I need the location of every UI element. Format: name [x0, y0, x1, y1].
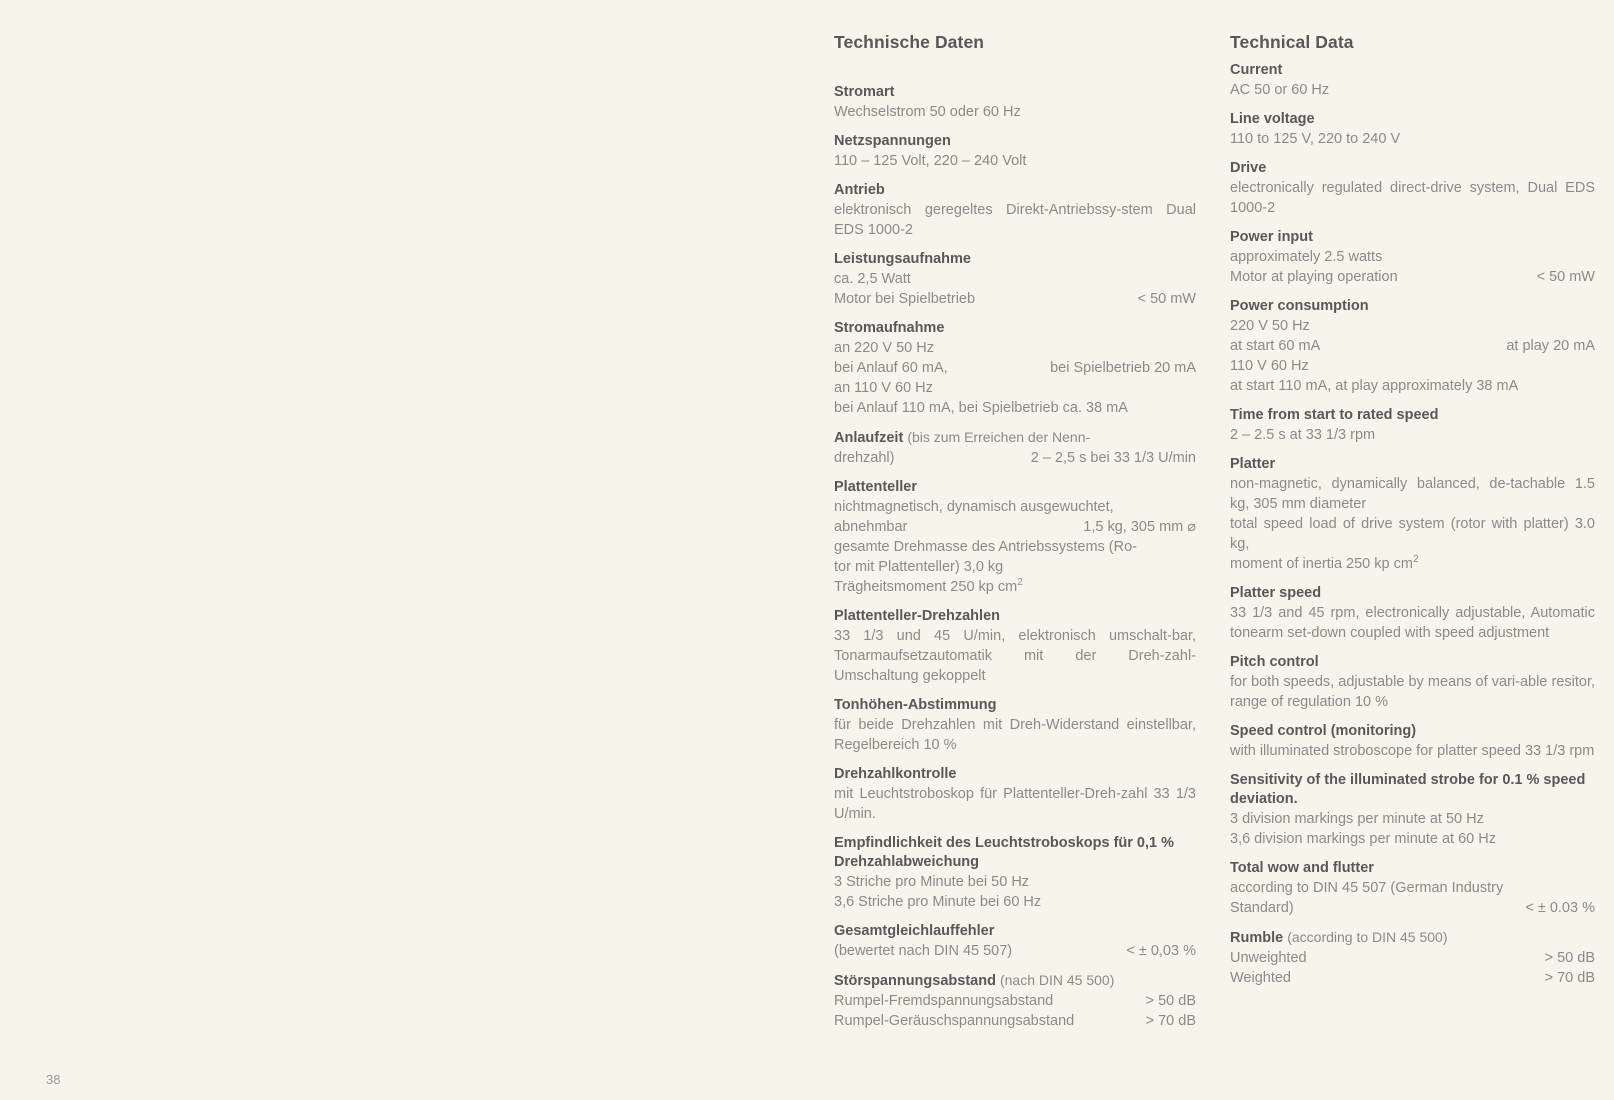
spec-row	[834, 1011, 1196, 1031]
spec-row-value: < 50 mW	[1137, 291, 1196, 307]
spec-value	[1230, 554, 1595, 574]
spec-title: Gesamtgleichlauffehler	[834, 923, 995, 939]
spec-title: Current	[1230, 62, 1283, 78]
spec-current	[1230, 61, 1595, 100]
spec-title: Drive	[1230, 160, 1267, 176]
spec-value: ca. 2,5 Watt	[834, 271, 911, 287]
spec-value: 110 to 125 V, 220 to 240 V	[1230, 131, 1401, 147]
spec-platter-speed	[1230, 584, 1595, 643]
spec-title: Pitch control	[1230, 654, 1319, 670]
spec-row-label: Motor bei Spielbetrieb	[834, 291, 976, 307]
spec-title: Sensitivity of the illuminated strobe for 0.1 % speed deviation.	[1230, 772, 1586, 807]
spec-row-label: abnehmbar	[834, 519, 908, 535]
spec-value: total speed load of drive system (rotor with platter) 3.0 kg,	[1230, 516, 1595, 552]
spec-row	[834, 517, 1196, 537]
spec-title	[834, 428, 1196, 448]
spec-title: Plattenteller-Drehzahlen	[834, 608, 1000, 624]
spec-value: 3 Striche pro Minute bei 50 Hz	[834, 874, 1030, 890]
spec-leistungsaufnahme	[834, 250, 1196, 309]
spec-anlaufzeit	[834, 428, 1196, 468]
spec-row	[1230, 336, 1595, 356]
german-title: Technische Daten	[834, 32, 985, 52]
spec-value: an 110 V 60 Hz	[834, 380, 933, 396]
spec-title: Drehzahlkontrolle	[834, 766, 957, 782]
spec-value: nichtmagnetisch, dynamisch ausgewuchtet,	[834, 499, 1114, 515]
spec-title: Total wow and flutter	[1230, 860, 1374, 876]
spec-title-note: (according to DIN 45 500)	[1287, 929, 1448, 945]
spec-value: mit Leuchtstroboskop für Plattenteller-Dreh-zahl 33 1/3 U/min.	[834, 786, 1196, 822]
spec-value-text: Trägheitsmoment 250 kp cm	[834, 579, 1018, 595]
spec-plattenteller	[834, 478, 1196, 597]
spec-row-value: > 50 dB	[1544, 950, 1595, 966]
spec-row-label: (bewertet nach DIN 45 507)	[834, 943, 1013, 959]
spec-row-value: < ± 0.03 %	[1525, 900, 1595, 916]
spec-value: elektronisch geregeltes Direkt-Antriebssy-stem Dual EDS 1000-2	[834, 202, 1196, 238]
spec-antrieb	[834, 181, 1196, 240]
spec-title-text: Rumble	[1230, 930, 1284, 946]
spec-row	[1230, 898, 1595, 918]
spec-title-note: (nach DIN 45 500)	[999, 972, 1115, 988]
spec-value	[834, 577, 1196, 597]
spec-row-value: > 50 dB	[1145, 993, 1196, 1009]
spec-title: Leistungsaufnahme	[834, 251, 971, 267]
spec-pitch-control	[1230, 653, 1595, 712]
spec-row-value: 2 – 2,5 s bei 33 1/3 U/min	[1030, 450, 1196, 466]
spec-value: with illuminated stroboscope for platter speed 33 1/3 rpm	[1230, 743, 1595, 759]
spec-value: bei Anlauf 110 mA, bei Spielbetrieb ca. 38 mA	[834, 400, 1128, 416]
spec-row-label: drehzahl)	[834, 450, 895, 466]
spec-title: Tonhöhen-Abstimmung	[834, 697, 997, 713]
spec-row	[1230, 948, 1595, 968]
spec-value: 3 division markings per minute at 50 Hz	[1230, 811, 1484, 827]
spec-value: an 220 V 50 Hz	[834, 340, 934, 356]
spec-row-label: Motor at playing operation	[1230, 269, 1398, 285]
spec-value: at start 110 mA, at play approximately 38 mA	[1230, 378, 1519, 394]
spec-row-label: Rumpel-Geräuschspannungsabstand	[834, 1013, 1075, 1029]
spec-empfindlichkeit	[834, 834, 1196, 912]
spec-title: Plattenteller	[834, 479, 917, 495]
spec-plattenteller-drehzahlen	[834, 607, 1196, 686]
spec-drive	[1230, 159, 1595, 218]
spec-value: 33 1/3 und 45 U/min, elektronisch umschalt-bar, Tonarmaufsetzautomatik mit der Dreh-zahl-Umschaltung gekoppelt	[834, 628, 1196, 684]
spec-value: non-magnetic, dynamically balanced, de-tachable 1.5 kg, 305 mm diameter	[1230, 476, 1595, 512]
spec-title: Stromart	[834, 84, 895, 100]
spec-row-label: at start 60 mA	[1230, 338, 1321, 354]
spec-tonhoehen-abstimmung	[834, 696, 1196, 755]
spec-row-label: Unweighted	[1230, 950, 1307, 966]
spec-row-value: 1,5 kg, 305 mm ⌀	[1083, 519, 1196, 535]
spec-title: Antrieb	[834, 182, 885, 198]
spec-title: Stromaufnahme	[834, 320, 945, 336]
spec-title: Speed control (monitoring)	[1230, 723, 1417, 739]
spec-gesamtgleichlauffehler	[834, 922, 1196, 961]
page-number: 38	[46, 1072, 61, 1087]
spec-value: gesamte Drehmasse des Antriebssystems (Ro-	[834, 539, 1137, 555]
spec-value: approximately 2.5 watts	[1230, 249, 1383, 265]
spec-value: 3,6 Striche pro Minute bei 60 Hz	[834, 894, 1042, 910]
spec-netzspannungen	[834, 132, 1196, 171]
spec-row-label: Weighted	[1230, 970, 1291, 986]
spec-row	[834, 991, 1196, 1011]
spec-row-value: < 50 mW	[1536, 269, 1595, 285]
spec-row-value: > 70 dB	[1544, 970, 1595, 986]
spec-title	[1230, 928, 1595, 948]
spec-value: Wechselstrom 50 oder 60 Hz	[834, 104, 1021, 120]
spec-value-text: moment of inertia 250 kp cm	[1230, 556, 1413, 572]
spec-drehzahlkontrolle	[834, 765, 1196, 824]
spec-value: AC 50 or 60 Hz	[1230, 82, 1330, 98]
spec-row-label: Rumpel-Fremdspannungsabstand	[834, 993, 1054, 1009]
spec-row-label: bei Anlauf 60 mA,	[834, 360, 948, 376]
spec-speed-control	[1230, 722, 1595, 761]
spec-stromart	[834, 83, 1196, 122]
english-column	[1230, 32, 1595, 998]
spec-title: Platter speed	[1230, 585, 1322, 601]
spec-row-value: > 70 dB	[1145, 1013, 1196, 1029]
spec-row-label: Standard)	[1230, 900, 1294, 916]
spec-row	[1230, 968, 1595, 988]
spec-value: 2 – 2.5 s at 33 1/3 rpm	[1230, 427, 1376, 443]
spec-title: Empfindlichkeit des Leuchtstroboskops für 0,1 % Drehzahlabweichung	[834, 835, 1175, 870]
spec-value: 3,6 division markings per minute at 60 Hz	[1230, 831, 1496, 847]
spec-row	[834, 448, 1196, 468]
spec-line-voltage	[1230, 110, 1595, 149]
spec-title-text: Störspannungsabstand	[834, 973, 996, 989]
spec-stoerspannungsabstand	[834, 971, 1196, 1031]
spec-row-value: bei Spielbetrieb 20 mA	[1050, 360, 1196, 376]
spec-title: Power input	[1230, 229, 1313, 245]
spec-value: 33 1/3 and 45 rpm, electronically adjustable, Automatic tonearm set-down coupled with speed adjustment	[1230, 605, 1595, 641]
spec-value: electronically regulated direct-drive system, Dual EDS 1000-2	[1230, 180, 1595, 216]
spec-time-to-speed	[1230, 406, 1595, 445]
spec-title: Netzspannungen	[834, 133, 951, 149]
spec-power-input	[1230, 228, 1595, 287]
spec-wow-flutter	[1230, 859, 1595, 918]
spec-row	[834, 358, 1196, 378]
spec-rumble	[1230, 928, 1595, 988]
spec-value: 110 – 125 Volt, 220 – 240 Volt	[834, 153, 1027, 169]
spec-row	[834, 941, 1196, 961]
spec-value: according to DIN 45 507 (German Industry	[1230, 880, 1504, 896]
spec-power-consumption	[1230, 297, 1595, 396]
superscript: 2	[1412, 554, 1419, 566]
spec-row-value: < ± 0,03 %	[1126, 943, 1196, 959]
german-column	[834, 32, 1196, 1041]
spec-title: Line voltage	[1230, 111, 1315, 127]
superscript: 2	[1017, 577, 1023, 589]
spec-title-text: Anlaufzeit	[834, 430, 904, 446]
spec-row	[1230, 267, 1595, 287]
spec-title	[834, 971, 1196, 991]
spec-value: tor mit Plattenteller) 3,0 kg	[834, 559, 1004, 575]
spec-stromaufnahme	[834, 319, 1196, 418]
spec-title: Time from start to rated speed	[1230, 407, 1439, 423]
spec-value: 220 V 50 Hz	[1230, 318, 1310, 334]
spec-row-value: at play 20 mA	[1506, 338, 1595, 354]
spec-platter	[1230, 455, 1595, 574]
spec-value: for both speeds, adjustable by means of vari-able resitor, range of regulation 10 %	[1230, 674, 1595, 710]
spec-row	[834, 289, 1196, 309]
spec-strobe-sensitivity	[1230, 771, 1595, 849]
spec-title-note: (bis zum Erreichen der Nenn-	[907, 429, 1091, 445]
spec-title: Power consumption	[1230, 298, 1369, 314]
spec-value: 110 V 60 Hz	[1230, 358, 1309, 374]
spec-value: für beide Drehzahlen mit Dreh-Widerstand einstellbar, Regelbereich 10 %	[834, 717, 1196, 753]
spec-title: Platter	[1230, 456, 1276, 472]
english-title: Technical Data	[1230, 32, 1354, 52]
